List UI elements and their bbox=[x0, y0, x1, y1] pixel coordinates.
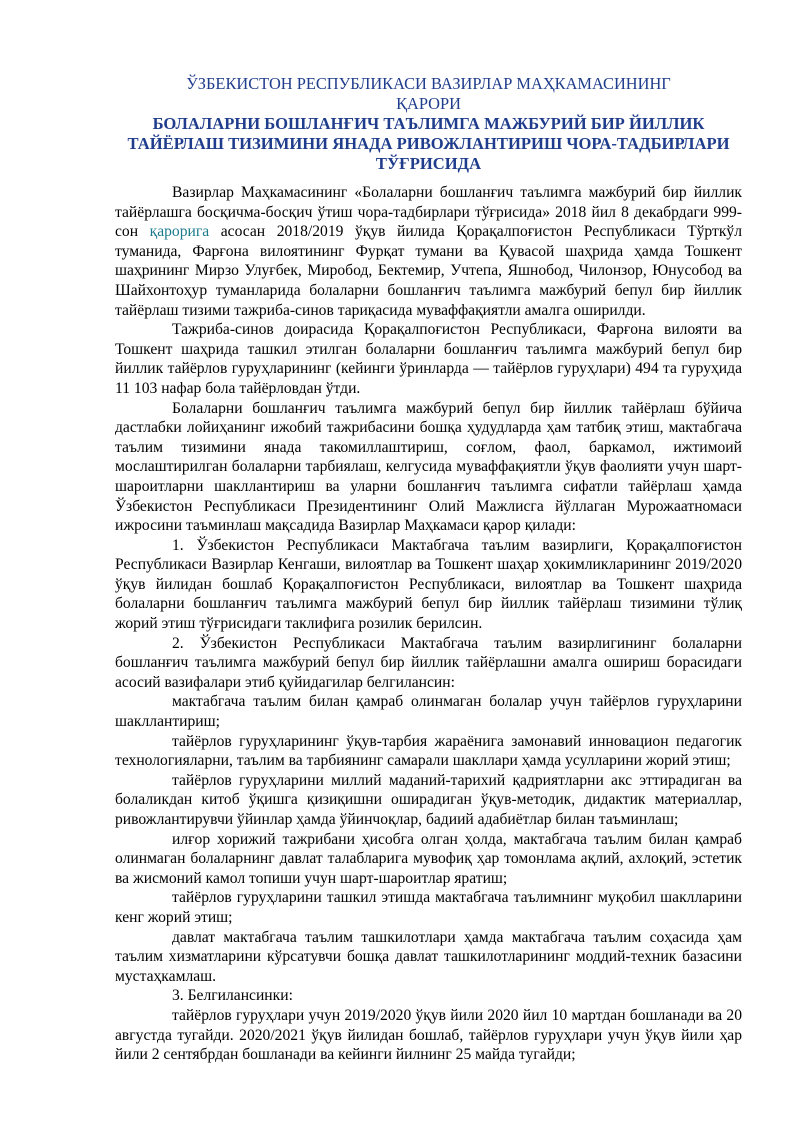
issuer-line: ЎЗБЕКИСТОН РЕСПУБЛИКАСИ ВАЗИРЛАР МАҲКАМАСИНИНГ bbox=[186, 74, 671, 93]
document-title-line-3: ТЎҒРИСИДА bbox=[375, 154, 482, 173]
paragraph-item-1: 1. Ўзбекистон Республикаси Мактабгача таълим вазирлиги, Қорақалпоғистон Республикаси Вазирлар Кенгаши, вилоятлар ва Тошкент шаҳар ҳокимликларининг 2019/2020 ўқув йилидан бошлаб Қорақалпоғистон Республикаси, вилоятлар ва Тошкент шаҳрида болаларни бошланғич таълимга мажбурий бепул бир йиллик тайёрлаш тизимини тўлиқ жорий этиш тўғрисидаги таклифига розилик берилсин. bbox=[115, 536, 742, 633]
paragraph-pilot-results: Тажриба-синов доирасида Қорақалпоғистон Республикаси, Фарғона вилояти ва Тошкент шаҳрида ташкил этилган болаларни бошланғич таълимга мажбурий бепул бир йиллик тайёрлов гуруҳларининг (кейинги ўринларда — тайёрлов гуруҳлари) 494 та гуруҳида 11 103 нафар бола тайёрловдан ўтди. bbox=[115, 321, 742, 397]
paragraph-intro bbox=[115, 183, 742, 320]
resolution-link[interactable]: қарорига bbox=[149, 223, 210, 241]
paragraph-purpose: Болаларни бошланғич таълимга мажбурий бепул бир йиллик тайёрлаш бўйича дастлабки лойиҳанинг ижобий тажрибасини бошқа ҳудудларда ҳам татбиқ этиш, мактабгача таълим тизимини янада такомиллаштириш, соғлом, фаол, баркамол, ижтимоий мослаштирилган болаларни тарбиялаш, келгусида муваффақиятли ўқув фаолияти учун шарт-шароитларни шакллантириш ва уларни бошланғич таълимга сифатли тайёрлаш ҳамда Ўзбекистон Республикаси Президентининг Олий Мажлисга йўллаган Мурожаатномаси ижросини таъминлаш мақсадида Вазирлар Маҳкамаси қарор қилади: bbox=[115, 399, 742, 535]
paragraph-intro-text-b: асосан 2018/2019 ўқув йилида Қорақалпоғистон Республикаси Тўрткўл туманида, Фарғона вилоятининг Фурқат тумани ва Қувасой шаҳрида ҳамда Тошкент шаҳрининг Мирзо Улуғбек, Миробод, Бектемир, Учтепа, Яшнобод, Чилонзор, Юнусобод ва Шайхонтоҳур туманларида болаларни бошланғич таълимга мажбурий бепул бир йиллик тайёрлаш тизими тажриба-синов тариқасида муваффақиятли амалга оширилди. bbox=[115, 223, 742, 319]
paragraph-item-2: 2. Ўзбекистон Республикаси Мактабгача таълим вазирлигининг болаларни бошланғич таълимга мажбурий бепул бир йиллик тайёрлашни амалга ошириш борасидаги асосий вазифалари этиб қуйидагилар белгилансин: bbox=[115, 634, 742, 691]
document-type-line: ҚАРОРИ bbox=[396, 94, 461, 113]
paragraph-item-3: 3. Белгилансинки: bbox=[172, 987, 293, 1005]
list-item-task-3: тайёрлов гуруҳларини миллий маданий-тарихий қадриятларни акс эттирадиган ва болаликдан китоб ўқишга қизиқишни оширадиган ўқув-методик, дидактик материаллар, ривожлантирувчи ўйинлар ҳамда ўйинчоқлар, бадиий адабиётлар билан таъминлаш; bbox=[115, 771, 742, 828]
document-body bbox=[115, 183, 742, 1065]
paragraph-intro-text-a: Вазирлар Маҳкамасининг «Болаларни бошланғич таълимга мажбурий бир йиллик тайёрлашга босқичма-босқич ўтиш чора-тадбирлари тўғрисида» 2018 йил 8 декабрдаги 999-сон bbox=[115, 184, 742, 241]
document-title-line-1: БОЛАЛАРНИ БОШЛАНҒИЧ ТАЪЛИМГА МАЖБУРИЙ БИР ЙИЛЛИК bbox=[152, 114, 705, 133]
list-item-task-6: давлат мактабгача таълим ташкилотлари ҳамда мактабгача таълим соҳасида ҳам таълим хизматларини кўрсатувчи бошқа давлат ташкилотларининг моддий-техник базасини мустаҳкамлаш. bbox=[115, 928, 742, 985]
document-header bbox=[115, 74, 742, 174]
list-item-task-5: тайёрлов гуруҳларини ташкил этишда мактабгача таълимнинг муқобил шаклларини кенг жорий этиш; bbox=[115, 889, 742, 926]
paragraph-school-year: тайёрлов гуруҳлари учун 2019/2020 ўқув йили 2020 йил 10 мартдан бошланади ва 20 августда тугайди. 2020/2021 ўқув йилидан бошлаб, тайёрлов гуруҳлари учун ўқув йили ҳар йили 2 сентябрдан бошланади ва кейинги йилнинг 25 майда тугайди; bbox=[115, 1006, 742, 1064]
list-item-task-1: мактабгача таълим билан қамраб олинмаган болалар учун тайёрлов гуруҳларини шакллантириш; bbox=[115, 693, 742, 731]
document-page bbox=[115, 74, 742, 1065]
document-title-line-2: ТАЙЁРЛАШ ТИЗИМИНИ ЯНАДА РИВОЖЛАНТИРИШ ЧОРА-ТАДБИРЛАРИ bbox=[127, 134, 730, 153]
list-item-task-4: илғор хорижий тажрибани ҳисобга олган ҳолда, мактабгача таълим билан қамраб олинмаган болаларнинг давлат талабларига мувофиқ ҳар томонлама ақлий, ахлоқий, эстетик ва жисмоний камол топиши учун шарт-шароитлар яратиш; bbox=[115, 830, 742, 887]
list-item-task-2: тайёрлов гуруҳларининг ўқув-тарбия жараёнига замонавий инновацион педагогик технологияларни, таълим ва тарбиянинг самарали шакллари ҳамда усулларини жорий этиш; bbox=[115, 732, 742, 770]
